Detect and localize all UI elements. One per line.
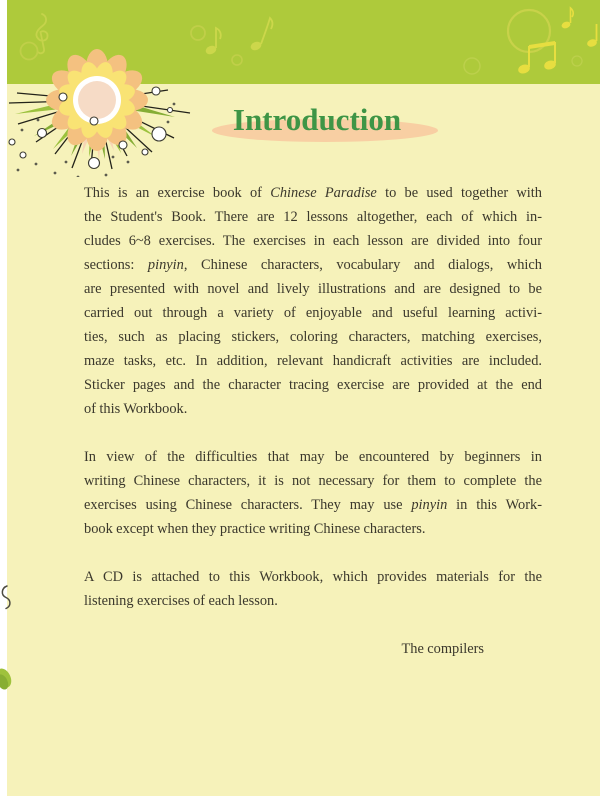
- text-line: [84, 445, 542, 469]
- text-segment: the Student's Book. There are 12 lessons altogether, each of which in-: [84, 209, 542, 225]
- italic-text: Chinese Paradise: [270, 185, 377, 201]
- text-segment: In view of the difficulties that may be encountered by beginners in: [84, 449, 542, 465]
- text-segment: Sticker pages and the character tracing exercise are provided at the end: [84, 377, 542, 393]
- text-line: [84, 325, 542, 349]
- text-segment: writing Chinese characters, it is not necessary for them to complete the: [84, 473, 542, 489]
- text-line: [84, 229, 542, 253]
- text-segment: exercises using Chinese characters. They may use: [84, 497, 412, 513]
- text-line: [84, 397, 542, 421]
- text-line: [84, 373, 542, 397]
- text-line: [84, 469, 542, 493]
- text-segment: maze tasks, etc. In addition, relevant handicraft activities are included.: [84, 353, 542, 369]
- text-segment: in this Work-: [447, 497, 542, 513]
- text-line: [84, 205, 542, 229]
- text-line: [84, 277, 542, 301]
- paragraph: [84, 565, 542, 613]
- text-line: [84, 301, 542, 325]
- text-segment: to be used together with: [376, 185, 542, 201]
- text-segment: This is an exercise book of: [84, 185, 271, 201]
- text-segment: of this Workbook.: [84, 401, 188, 417]
- header-band: [7, 0, 600, 84]
- text-segment: , Chinese characters, vocabulary and dialogs, which: [183, 257, 542, 273]
- text-segment: sections:: [84, 257, 148, 273]
- text-segment: are presented with novel and lively illustrations and are designed to be: [84, 281, 542, 297]
- paragraph: [84, 445, 542, 541]
- text-segment: A CD is attached to this Workbook, which provides materials for the: [84, 569, 542, 585]
- italic-text: pinyin: [147, 257, 184, 273]
- text-line: [84, 565, 542, 589]
- signoff: The compilers: [401, 641, 484, 657]
- text-segment: book except when they practice writing Chinese characters.: [84, 521, 426, 537]
- italic-text: pinyin: [411, 497, 448, 513]
- text-line: [84, 181, 542, 205]
- text-line: [84, 589, 542, 613]
- text-segment: ties, such as placing stickers, coloring characters, matching exercises,: [84, 329, 542, 345]
- text-line: [84, 517, 542, 541]
- page-title: Introduction: [232, 102, 402, 137]
- text-segment: cludes 6~8 exercises. The exercises in each lesson are divided into four: [84, 233, 542, 249]
- text-segment: carried out through a variety of enjoyable and useful learning activi-: [84, 305, 542, 321]
- text-line: [84, 349, 542, 373]
- body-text: [84, 181, 542, 661]
- text-line: [84, 253, 542, 277]
- text-line: [84, 493, 542, 517]
- paragraph: [84, 181, 542, 421]
- text-segment: listening exercises of each lesson.: [84, 593, 278, 609]
